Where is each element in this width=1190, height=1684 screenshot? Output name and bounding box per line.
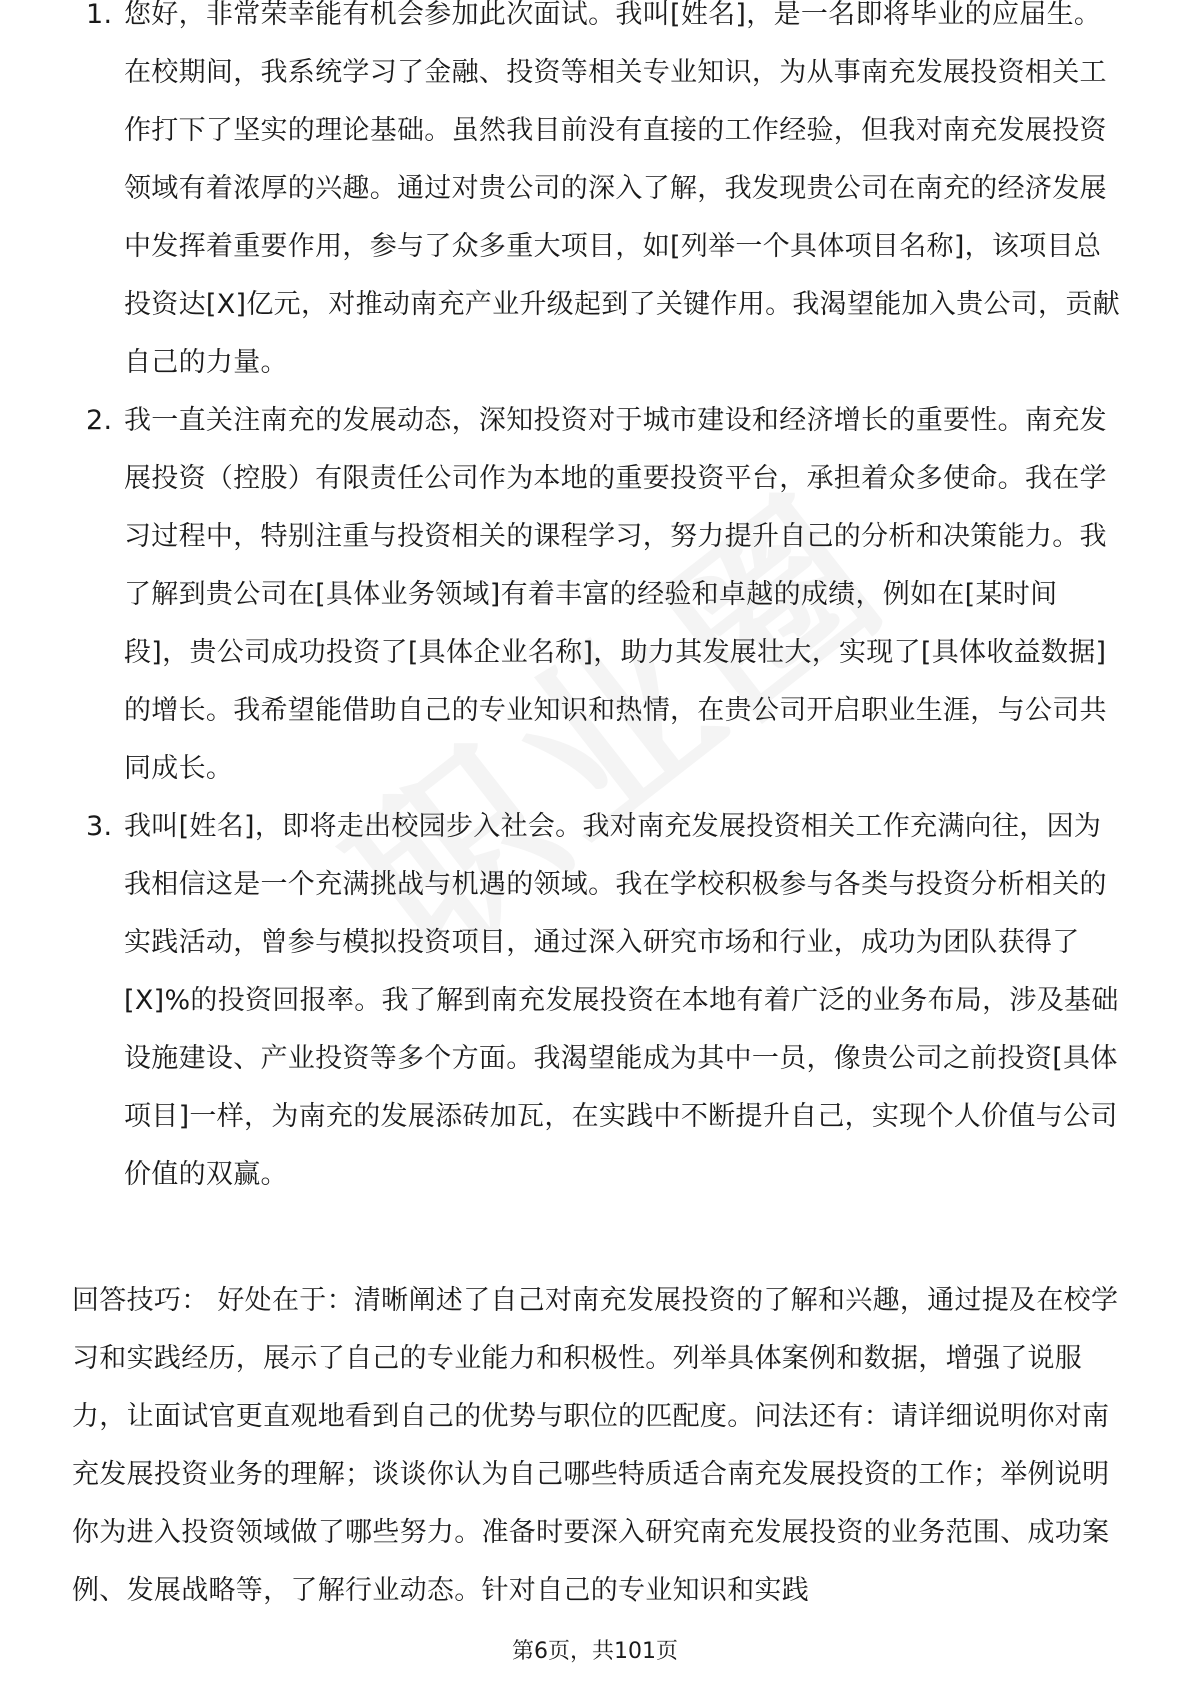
list-item — [80, 0, 1120, 392]
list-item-text: 我一直关注南充的发展动态，深知投资对于城市建设和经济增长的重要性。南充发展投资（控股）有限责任公司作为本地的重要投资平台，承担着众多使命。我在学习过程中，特别注重与投资相关的课程学习，努力提升自己的分析和决策能力。我了解到贵公司在[具体业务领域]有着丰富的经验和卓越的成绩，例如在[某时间段]，贵公司成功投资了[具体企业名称]，助力其发展壮大，实现了[具体收益数据]的增长。我希望能借助自己的专业知识和热情，在贵公司开启职业生涯，与公司共同成长。 — [124, 405, 1107, 784]
answer-list — [80, 0, 1120, 1204]
list-item-number: 3. — [86, 811, 113, 842]
list-item-number: 2. — [86, 405, 113, 436]
list-item-text: 我叫[姓名]，即将走出校园步入社会。我对南充发展投资相关工作充满向往，因为我相信这是一个充满挑战与机遇的领域。我在学校积极参与各类与投资分析相关的实践活动，曾参与模拟投资项目，通过深入研究市场和行业，成功为团队获得了[X]%的投资回报率。我了解到南充发展投资在本地有着广泛的业务布局，涉及基础设施建设、产业投资等多个方面。我渴望能成为其中一员，像贵公司之前投资[具体项目]一样，为南充的发展添砖加瓦，在实践中不断提升自己，实现个人价值与公司价值的双赢。 — [124, 811, 1119, 1190]
list-item-number: 1. — [86, 0, 113, 30]
answer-tips-paragraph: 回答技巧： 好处在于：清晰阐述了自己对南充发展投资的了解和兴趣，通过提及在校学习和实践经历，展示了自己的专业能力和积极性。列举具体案例和数据，增强了说服力，让面试官更直观地看到自己的优势与职位的匹配度。问法还有：请详细说明你对南充发展投资业务的理解；谈谈你认为自己哪些特质适合南充发展投资的工作；举例说明你为进入投资领域做了哪些努力。准备时要深入研究南充发展投资的业务范围、成功案例、发展战略等，了解行业动态。针对自己的专业知识和实践 — [72, 1285, 1119, 1606]
list-item — [80, 392, 1120, 798]
page-number-footer: 第6页，共101页 — [512, 1639, 678, 1664]
list-item-text: 您好，非常荣幸能有机会参加此次面试。我叫[姓名]，是一名即将毕业的应届生。在校期间，我系统学习了金融、投资等相关专业知识，为从事南充发展投资相关工作打下了坚实的理论基础。虽然我目前没有直接的工作经验，但我对南充发展投资领域有着浓厚的兴趣。通过对贵公司的深入了解，我发现贵公司在南充的经济发展中发挥着重要作用，参与了众多重大项目，如[列举一个具体项目名称]，该项目总投资达[X]亿元，对推动南充产业升级起到了关键作用。我渴望能加入贵公司，贡献自己的力量。 — [124, 0, 1120, 378]
list-item — [80, 798, 1120, 1204]
